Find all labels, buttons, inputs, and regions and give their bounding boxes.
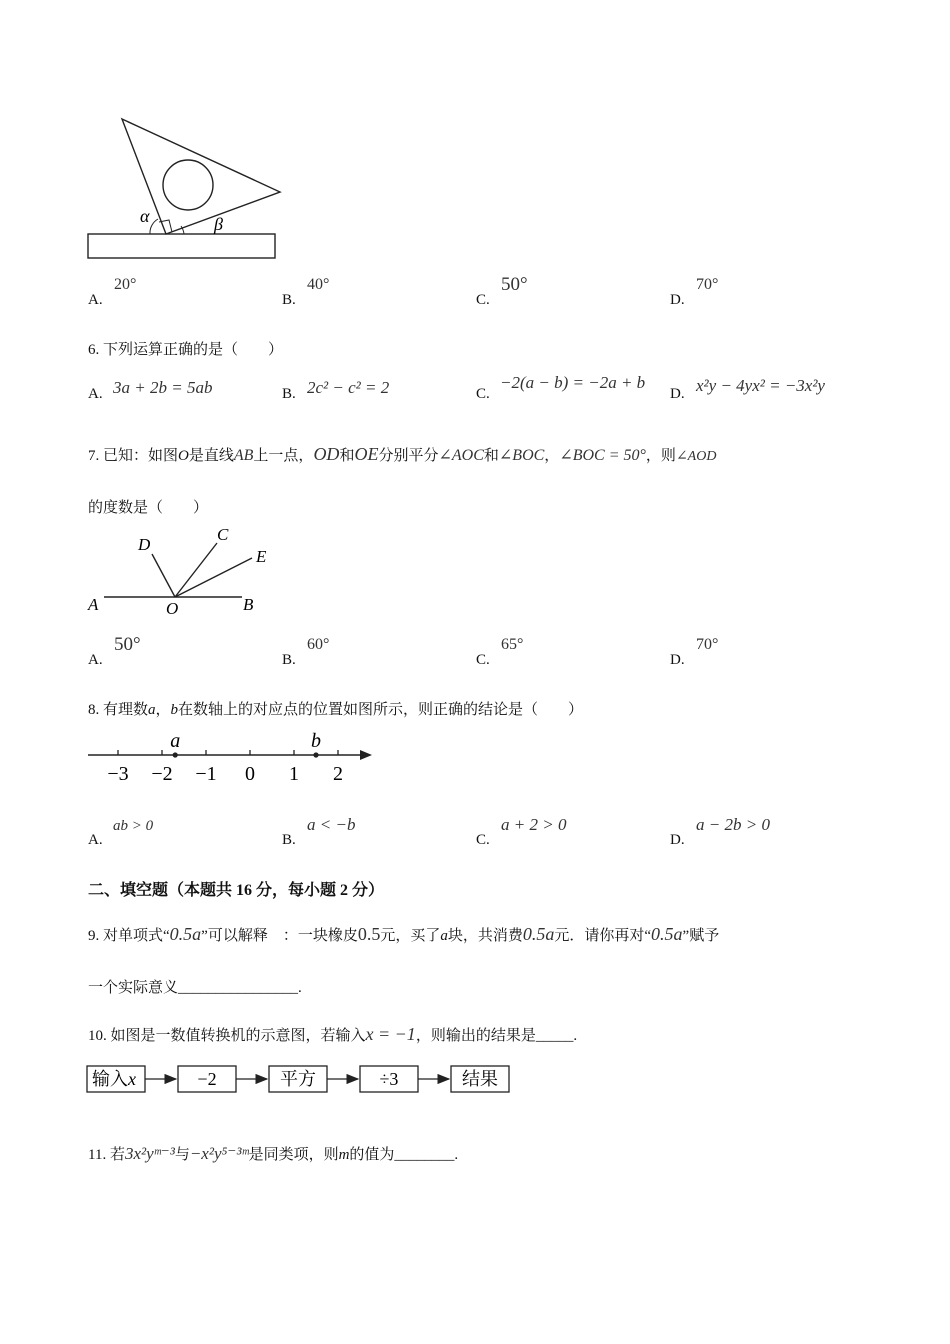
- q7-given: ∠BOC = 50°: [559, 447, 646, 464]
- flow-output-label: 结果: [462, 1069, 498, 1089]
- axis-tick-label: −3: [107, 763, 129, 785]
- q5-option-b-value: 40°: [307, 276, 330, 293]
- q8-stem-part-b: 在数轴上的对应点的位置如图所示，则正确的结论是（ ）: [178, 702, 584, 718]
- section-heading: 二、填空题（本题共 16 分，每小题 2 分）: [88, 882, 385, 899]
- q11-term2: −x²y⁵⁻³ᵐ: [189, 1144, 249, 1163]
- q11-stem: [88, 1143, 458, 1164]
- flow-step1-label: −2: [197, 1069, 217, 1089]
- q10-flowchart: [84, 1062, 524, 1098]
- q9-part3: 元，买了: [380, 928, 441, 944]
- q10-input: x = −1: [365, 1024, 416, 1044]
- q9-line1: [88, 924, 719, 945]
- label-e: E: [256, 547, 267, 566]
- q7-comma: ，: [544, 448, 560, 464]
- q6-option-d-value: x²y − 4yx² = −3x²y: [696, 376, 825, 395]
- q9-part6: ”赋予: [682, 928, 720, 944]
- q10-part2: ，则输出的结果是_____.: [415, 1028, 578, 1044]
- q7-then: ，则: [645, 448, 676, 464]
- q5-option-b-letter: B.: [282, 292, 296, 308]
- q9-part2: ”可以解释 ：一块橡皮: [201, 928, 358, 944]
- q6-option-a-letter: A.: [88, 386, 103, 402]
- q7-angle-figure: [80, 520, 280, 620]
- point-a-label: a: [170, 730, 181, 752]
- q7-option-c-value: 65°: [501, 636, 524, 653]
- q11-part2: 与: [174, 1147, 190, 1163]
- q6-option-d-letter: D.: [670, 386, 685, 402]
- q10-part1: 10. 如图是一数值转换机的示意图，若输入: [88, 1028, 366, 1044]
- q5-option-c-value: 50°: [501, 274, 528, 295]
- q8-option-c-letter: C.: [476, 832, 490, 848]
- point-b: [313, 752, 318, 757]
- ray-oc: [175, 543, 217, 597]
- axis-tick-label: 2: [333, 763, 343, 785]
- q6-option-c-value: −2(a − b) = −2a + b: [500, 373, 646, 392]
- q7-and1: 和: [339, 448, 355, 464]
- set-square-hole: [163, 160, 213, 210]
- q7-line-ab: AB: [233, 447, 254, 464]
- q6-option-c-letter: C.: [476, 386, 490, 402]
- q8-option-a-letter: A.: [88, 832, 103, 848]
- axis-tick-label: −1: [195, 763, 217, 785]
- q7-stem-part-a: 7. 已知：如图: [88, 448, 179, 464]
- q8-var-b: b: [170, 702, 179, 718]
- q7-angle-aoc: ∠AOC: [438, 447, 484, 464]
- ruler-rect: [88, 234, 275, 258]
- q8-option-c-value: a + 2 > 0: [501, 815, 567, 834]
- q5-option-d-value: 70°: [696, 276, 719, 293]
- q8-stem: [88, 698, 583, 719]
- q10-stem: [88, 1024, 577, 1045]
- q8-option-b-value: a < −b: [307, 815, 356, 834]
- label-d: D: [138, 535, 151, 554]
- q7-angle-boc: ∠BOC: [498, 447, 545, 464]
- alpha-label: α: [140, 206, 150, 226]
- beta-label: β: [214, 214, 223, 234]
- q5-option-a-letter: A.: [88, 292, 103, 308]
- q7-option-b-letter: B.: [282, 652, 296, 668]
- q7-stem-line1: [88, 444, 716, 465]
- label-c: C: [217, 525, 229, 544]
- point-a: [173, 752, 178, 757]
- q9-var-a: a: [440, 928, 448, 944]
- q9-line2: 一个实际意义________________.: [88, 980, 302, 996]
- q9-expr: 0.5a: [169, 924, 202, 944]
- q8-var-a: a: [148, 702, 156, 718]
- q5-triangle-figure: [80, 110, 300, 270]
- q8-option-d-value: a − 2b > 0: [696, 815, 770, 834]
- flow-input-label: 输入x: [92, 1069, 136, 1089]
- axis-tick-label: −2: [151, 763, 173, 785]
- q7-and2: 和: [483, 448, 499, 464]
- alpha-arc: [150, 219, 158, 234]
- q8-stem-part-a: 8. 有理数: [88, 702, 149, 718]
- flow-step3-label: ÷3: [379, 1069, 399, 1089]
- q7-option-b-value: 60°: [307, 636, 330, 653]
- q9-part4: 块，共消费: [447, 928, 523, 944]
- q7-option-a-letter: A.: [88, 652, 103, 668]
- q8-comma: ，: [155, 702, 171, 718]
- axis-tick-label: 1: [289, 763, 299, 785]
- q9-part1: 9. 对单项式“: [88, 928, 170, 944]
- q8-option-b-letter: B.: [282, 832, 296, 848]
- q11-term1: 3x²yᵐ⁻³: [124, 1144, 175, 1163]
- label-o: O: [166, 599, 179, 618]
- q7-stem-part-c: 上一点，: [253, 448, 314, 464]
- q7-ray-od: OD: [313, 444, 340, 464]
- q7-option-a-value: 50°: [114, 634, 141, 655]
- q7-ray-oe: OE: [354, 444, 379, 464]
- q8-number-line: [84, 726, 384, 788]
- q11-part4: 的值为________.: [349, 1147, 459, 1163]
- ray-oe: [175, 558, 252, 597]
- axis-arrow: [360, 750, 372, 760]
- q7-option-d-value: 70°: [696, 636, 719, 653]
- q6-option-a-value: 3a + 2b = 5ab: [113, 378, 213, 397]
- right-angle-mark: [159, 220, 172, 232]
- point-b-label: b: [311, 730, 321, 752]
- q9-price: 0.5: [357, 924, 381, 944]
- q7-stem-part-b: 是直线: [188, 448, 234, 464]
- q5-option-c-letter: C.: [476, 292, 490, 308]
- ray-od: [152, 554, 175, 597]
- q8-option-d-letter: D.: [670, 832, 685, 848]
- label-b: B: [243, 595, 254, 614]
- q9-total: 0.5a: [522, 924, 555, 944]
- q7-point-o: O: [178, 448, 189, 464]
- q6-option-b-letter: B.: [282, 386, 296, 402]
- q7-option-c-letter: C.: [476, 652, 490, 668]
- q5-option-a-value: 20°: [114, 276, 137, 293]
- axis-tick-label: 0: [245, 763, 255, 785]
- q9-part5: 元．请你再对“: [554, 928, 652, 944]
- q9-expr2: 0.5a: [651, 924, 683, 944]
- q6-stem: 6. 下列运算正确的是（ ）: [88, 342, 284, 358]
- label-a: A: [88, 595, 99, 614]
- q11-part1: 11. 若: [88, 1147, 125, 1163]
- q7-option-d-letter: D.: [670, 652, 685, 668]
- q8-option-a-value: ab > 0: [113, 818, 154, 834]
- q11-var-m: m: [338, 1147, 350, 1163]
- flow-step2-label: 平方: [280, 1069, 316, 1089]
- q7-stem-line2: 的度数是（ ）: [88, 500, 209, 516]
- q7-angle-aod: ∠AOD: [675, 449, 717, 464]
- q7-stem-part-d: 分别平分: [378, 448, 439, 464]
- q6-option-b-value: 2c² − c² = 2: [307, 378, 390, 397]
- q5-option-d-letter: D.: [670, 292, 685, 308]
- q11-part3: 是同类项，则: [248, 1147, 339, 1163]
